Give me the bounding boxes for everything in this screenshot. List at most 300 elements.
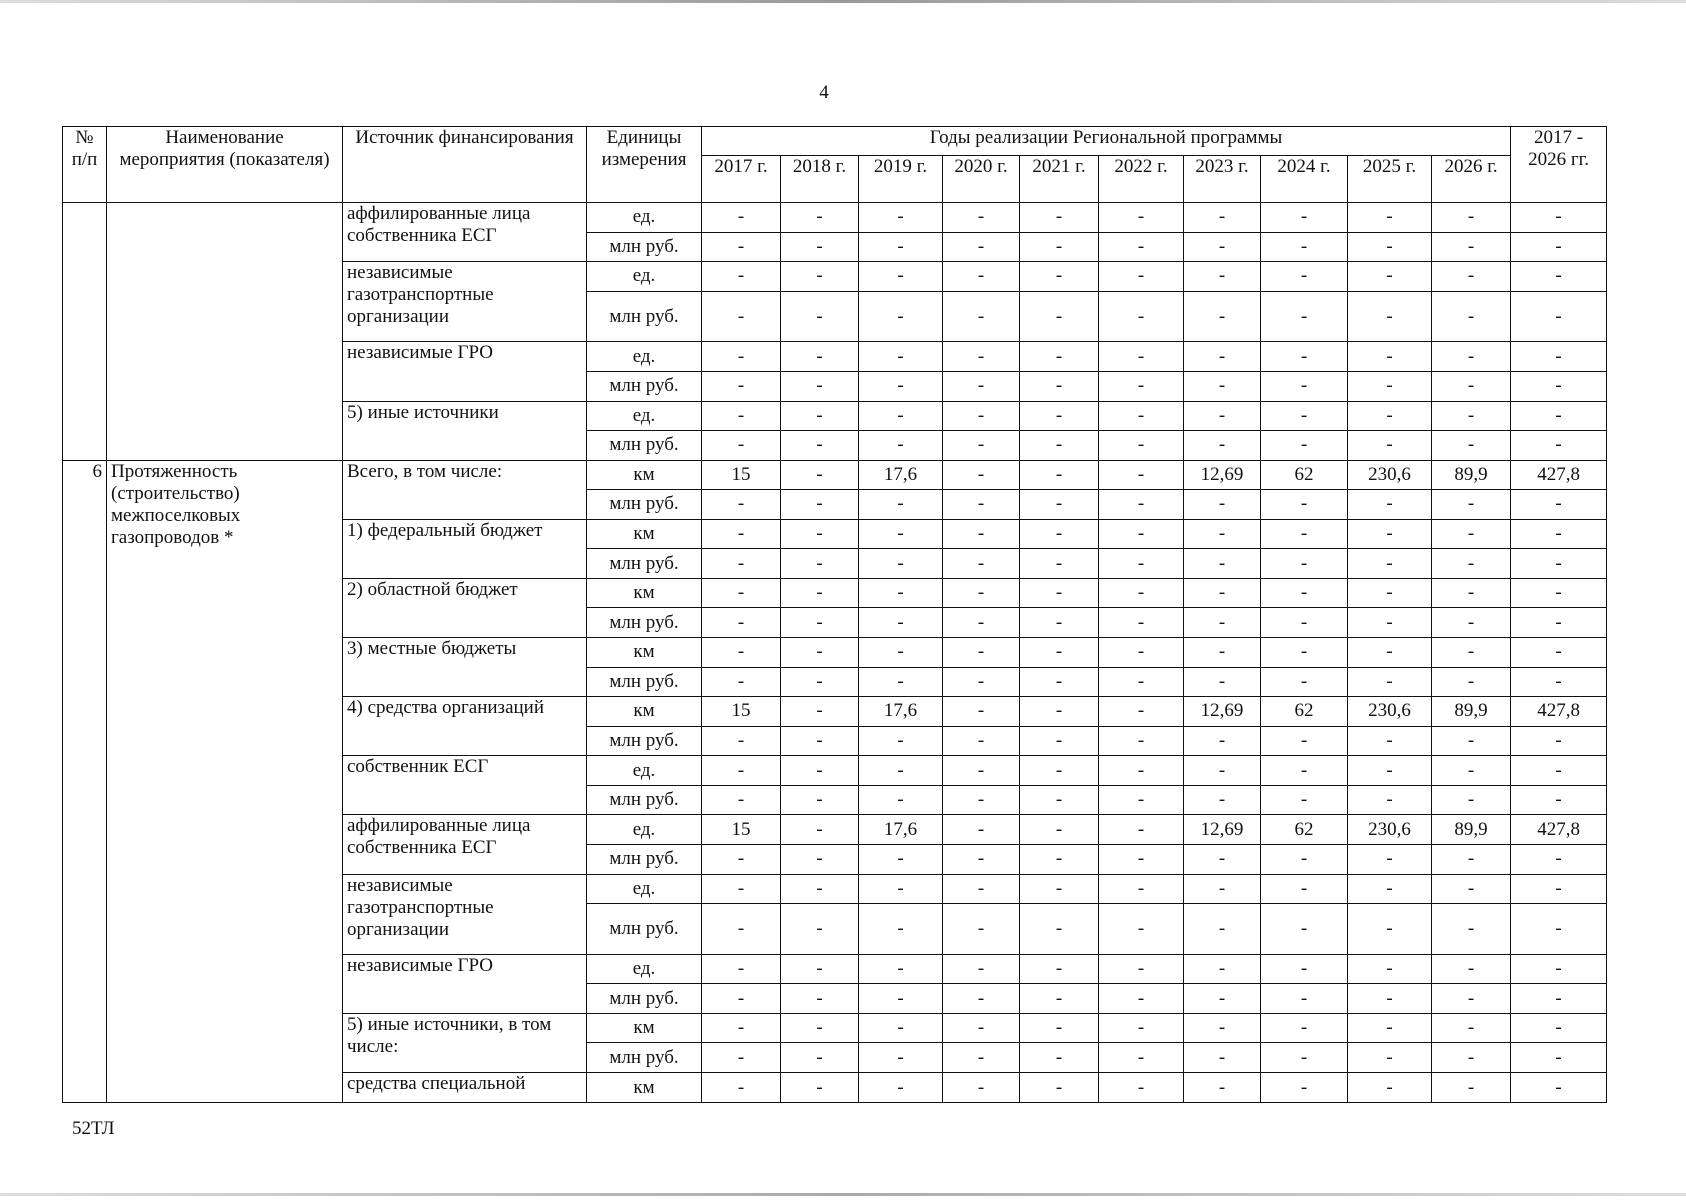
value-cell: - [943,844,1020,874]
value-cell: - [1184,1043,1261,1073]
value-cell: - [1348,756,1432,786]
measure-name [107,203,343,461]
scan-edge-top [0,0,1686,3]
value-cell: - [1348,342,1432,372]
value-cell: - [1099,904,1184,955]
value-cell: - [1099,756,1184,786]
value-cell: - [1261,549,1348,579]
value-cell: - [859,401,943,431]
value-cell: - [1099,726,1184,756]
total-cell: - [1511,262,1607,292]
value-cell: - [1261,726,1348,756]
value-cell: - [1261,667,1348,697]
value-cell: - [1261,1073,1348,1103]
value-cell: - [1184,490,1261,520]
value-cell: - [1432,1013,1511,1043]
value-cell: - [1348,984,1432,1014]
total-cell: - [1511,549,1607,579]
value-cell: - [702,954,781,984]
value-cell: 230,6 [1348,815,1432,845]
value-cell: - [859,726,943,756]
total-cell: - [1511,371,1607,401]
total-cell: 427,8 [1511,697,1607,727]
value-cell: 17,6 [859,815,943,845]
funding-source: аффилированные лица собственника ЕСГ [343,203,587,262]
value-cell: - [702,844,781,874]
value-cell: - [781,697,859,727]
value-cell: - [1020,697,1099,727]
total-cell: - [1511,401,1607,431]
unit-cell: млн руб. [587,232,702,262]
value-cell: - [1184,844,1261,874]
value-cell: - [943,401,1020,431]
value-cell: - [1020,844,1099,874]
value-cell: 15 [702,815,781,845]
measure-name: Протяженность (строительство) межпоселковых газопроводов * [107,460,343,1102]
value-cell: - [859,262,943,292]
value-cell: - [1099,697,1184,727]
header-unit: Единицы измерения [587,127,702,203]
total-cell: - [1511,638,1607,668]
value-cell: - [1348,232,1432,262]
value-cell: - [1184,874,1261,904]
value-cell: - [943,262,1020,292]
value-cell: - [1099,519,1184,549]
value-cell: - [1099,1073,1184,1103]
value-cell: 17,6 [859,460,943,490]
value-cell: - [943,667,1020,697]
header-year: 2025 г. [1348,156,1432,203]
value-cell: - [1348,954,1432,984]
unit-cell: км [587,1013,702,1043]
value-cell: - [1432,1043,1511,1073]
value-cell: - [702,342,781,372]
table-row [63,460,1607,490]
value-cell: - [702,519,781,549]
value-cell: - [1261,371,1348,401]
scan-edge-bottom [0,1193,1686,1196]
value-cell: - [943,785,1020,815]
total-cell: - [1511,431,1607,461]
value-cell: - [1261,954,1348,984]
value-cell: - [1348,401,1432,431]
value-cell: - [1432,608,1511,638]
value-cell: - [1020,203,1099,233]
value-cell: - [1348,291,1432,342]
value-cell: - [1020,638,1099,668]
value-cell: - [1432,984,1511,1014]
value-cell: - [943,431,1020,461]
value-cell: - [781,984,859,1014]
value-cell: - [781,431,859,461]
unit-cell: ед. [587,342,702,372]
funding-source: 2) областной бюджет [343,578,587,637]
value-cell: - [1348,638,1432,668]
value-cell: - [1020,756,1099,786]
value-cell: - [943,756,1020,786]
value-cell: - [1020,401,1099,431]
value-cell: - [859,203,943,233]
unit-cell: ед. [587,954,702,984]
value-cell: - [781,1013,859,1043]
total-cell: - [1511,785,1607,815]
value-cell: - [859,1043,943,1073]
value-cell: - [1099,1013,1184,1043]
value-cell: - [1432,291,1511,342]
value-cell: - [859,490,943,520]
value-cell: 62 [1261,815,1348,845]
value-cell: - [702,638,781,668]
value-cell: - [1184,785,1261,815]
value-cell: - [943,697,1020,727]
value-cell: - [1099,203,1184,233]
value-cell: - [781,549,859,579]
funding-source: собственник ЕСГ [343,756,587,815]
value-cell: - [1348,519,1432,549]
value-cell: - [1432,874,1511,904]
value-cell: - [1184,232,1261,262]
value-cell: - [1432,844,1511,874]
value-cell: - [859,342,943,372]
value-cell: - [1261,519,1348,549]
funding-source: независимые ГРО [343,342,587,401]
value-cell: - [1184,756,1261,786]
value-cell: - [1184,431,1261,461]
value-cell: - [859,904,943,955]
value-cell: - [1099,815,1184,845]
value-cell: - [1432,203,1511,233]
value-cell: - [1020,460,1099,490]
header-years-group: Годы реализации Региональной программы [702,127,1511,156]
value-cell: 15 [702,697,781,727]
value-cell: - [859,874,943,904]
value-cell: - [1184,608,1261,638]
value-cell: - [781,371,859,401]
header-total: 2017 - 2026 гг. [1511,127,1607,203]
value-cell: - [1261,984,1348,1014]
value-cell: 89,9 [1432,815,1511,845]
document-code: 52ТЛ [72,1118,115,1139]
unit-cell: млн руб. [587,844,702,874]
value-cell: - [943,638,1020,668]
value-cell: - [1020,1013,1099,1043]
value-cell: - [1261,1043,1348,1073]
total-cell: - [1511,726,1607,756]
value-cell: - [1261,401,1348,431]
total-cell: - [1511,203,1607,233]
value-cell: - [943,1043,1020,1073]
value-cell: - [781,904,859,955]
value-cell: - [702,578,781,608]
value-cell: - [1184,262,1261,292]
total-cell: - [1511,1043,1607,1073]
value-cell: - [1348,431,1432,461]
total-cell: - [1511,490,1607,520]
value-cell: - [859,608,943,638]
value-cell: - [781,726,859,756]
value-cell: - [1184,519,1261,549]
value-cell: - [859,578,943,608]
value-cell: - [1261,844,1348,874]
value-cell: - [1020,342,1099,372]
value-cell: - [943,578,1020,608]
value-cell: 230,6 [1348,697,1432,727]
unit-cell: км [587,519,702,549]
value-cell: - [1099,291,1184,342]
value-cell: - [1020,490,1099,520]
funding-source: независимые газотранспортные организации [343,874,587,954]
value-cell: - [781,342,859,372]
value-cell: - [781,291,859,342]
unit-cell: ед. [587,756,702,786]
value-cell: - [1348,904,1432,955]
value-cell: - [781,756,859,786]
value-cell: - [1099,342,1184,372]
total-cell: 427,8 [1511,460,1607,490]
value-cell: - [781,232,859,262]
total-cell: - [1511,1013,1607,1043]
funding-source: 4) средства организаций [343,697,587,756]
value-cell: - [702,490,781,520]
value-cell: - [702,874,781,904]
value-cell: - [943,490,1020,520]
value-cell: - [1020,667,1099,697]
header-year: 2024 г. [1261,156,1348,203]
value-cell: - [1184,638,1261,668]
value-cell: - [1099,638,1184,668]
value-cell: - [1184,371,1261,401]
value-cell: - [781,785,859,815]
value-cell: - [702,549,781,579]
unit-cell: ед. [587,874,702,904]
value-cell: - [1432,756,1511,786]
value-cell: - [1261,431,1348,461]
header-year: 2019 г. [859,156,943,203]
value-cell: - [1184,291,1261,342]
value-cell: - [1099,874,1184,904]
unit-cell: млн руб. [587,667,702,697]
value-cell: - [859,785,943,815]
header-name: Наименование мероприятия (показателя) [107,127,343,203]
total-cell: - [1511,667,1607,697]
value-cell: 15 [702,460,781,490]
value-cell: - [1184,401,1261,431]
value-cell: - [943,1013,1020,1043]
total-cell: - [1511,984,1607,1014]
value-cell: - [1020,608,1099,638]
value-cell: - [781,401,859,431]
funding-source: средства специальной [343,1073,587,1103]
value-cell: - [1348,667,1432,697]
value-cell: - [781,1073,859,1103]
value-cell: - [1432,519,1511,549]
value-cell: - [1432,954,1511,984]
value-cell: - [1184,342,1261,372]
unit-cell: км [587,460,702,490]
value-cell: - [1261,904,1348,955]
value-cell: - [1184,203,1261,233]
value-cell: - [781,460,859,490]
value-cell: - [1099,608,1184,638]
value-cell: - [859,371,943,401]
value-cell: - [1099,262,1184,292]
value-cell: - [1432,726,1511,756]
value-cell: - [1020,1043,1099,1073]
value-cell: - [1348,203,1432,233]
value-cell: - [859,549,943,579]
value-cell: - [702,431,781,461]
value-cell: - [859,1013,943,1043]
value-cell: - [859,954,943,984]
value-cell: - [781,815,859,845]
value-cell: - [1099,460,1184,490]
value-cell: - [1348,726,1432,756]
value-cell: - [1261,232,1348,262]
value-cell: - [702,1073,781,1103]
value-cell: - [1184,984,1261,1014]
header-year: 2023 г. [1184,156,1261,203]
value-cell: - [943,815,1020,845]
value-cell: - [859,844,943,874]
total-cell: - [1511,756,1607,786]
value-cell: - [1099,844,1184,874]
value-cell: - [1261,262,1348,292]
value-cell: - [1348,874,1432,904]
header-year: 2018 г. [781,156,859,203]
total-cell: - [1511,578,1607,608]
header-year: 2022 г. [1099,156,1184,203]
value-cell: - [702,232,781,262]
value-cell: - [1261,608,1348,638]
total-cell: - [1511,1073,1607,1103]
value-cell: - [1020,815,1099,845]
funding-source: Всего, в том числе: [343,460,587,519]
funding-source: независимые газотранспортные организации [343,262,587,342]
value-cell: - [1184,726,1261,756]
value-cell: - [781,608,859,638]
value-cell: - [1099,549,1184,579]
value-cell: - [781,519,859,549]
value-cell: - [1432,490,1511,520]
value-cell: - [859,232,943,262]
value-cell: - [859,291,943,342]
value-cell: - [943,954,1020,984]
value-cell: - [1432,342,1511,372]
value-cell: - [943,371,1020,401]
value-cell: - [1020,785,1099,815]
header-year: 2021 г. [1020,156,1099,203]
value-cell: 89,9 [1432,697,1511,727]
value-cell: - [781,844,859,874]
value-cell: - [1099,1043,1184,1073]
value-cell: - [943,291,1020,342]
unit-cell: ед. [587,203,702,233]
total-cell: - [1511,954,1607,984]
value-cell: - [702,756,781,786]
value-cell: - [1020,1073,1099,1103]
value-cell: - [1348,785,1432,815]
value-cell: - [943,460,1020,490]
value-cell: - [1348,844,1432,874]
value-cell: - [859,519,943,549]
value-cell: 230,6 [1348,460,1432,490]
value-cell: - [781,638,859,668]
funding-source: 3) местные бюджеты [343,638,587,697]
unit-cell: км [587,638,702,668]
value-cell: - [1099,785,1184,815]
value-cell: - [1020,262,1099,292]
value-cell: - [1184,549,1261,579]
unit-cell: ед. [587,401,702,431]
value-cell: - [1261,291,1348,342]
value-cell: - [1020,578,1099,608]
value-cell: - [1184,667,1261,697]
header-year: 2026 г. [1432,156,1511,203]
value-cell: - [781,667,859,697]
value-cell: - [1348,490,1432,520]
value-cell: - [1261,638,1348,668]
value-cell: - [1348,1013,1432,1043]
unit-cell: млн руб. [587,726,702,756]
value-cell: 12,69 [1184,815,1261,845]
value-cell: - [943,203,1020,233]
value-cell: - [702,371,781,401]
value-cell: - [943,904,1020,955]
value-cell: 62 [1261,460,1348,490]
value-cell: - [1348,1073,1432,1103]
value-cell: - [1432,904,1511,955]
value-cell: - [1432,401,1511,431]
value-cell: - [1261,342,1348,372]
funding-source: независимые ГРО [343,954,587,1013]
unit-cell: млн руб. [587,1043,702,1073]
value-cell: - [1261,578,1348,608]
value-cell: - [943,1073,1020,1103]
value-cell: - [1099,667,1184,697]
value-cell: - [943,549,1020,579]
value-cell: - [943,608,1020,638]
value-cell: - [1432,371,1511,401]
value-cell: - [781,578,859,608]
value-cell: - [1432,431,1511,461]
value-cell: - [1348,1043,1432,1073]
value-cell: - [1432,638,1511,668]
funding-source: 5) иные источники [343,401,587,460]
unit-cell: млн руб. [587,984,702,1014]
value-cell: - [1261,785,1348,815]
value-cell: - [702,1013,781,1043]
value-cell: - [1184,578,1261,608]
value-cell: - [781,203,859,233]
total-cell: - [1511,232,1607,262]
value-cell: - [1099,371,1184,401]
unit-cell: км [587,578,702,608]
total-cell: - [1511,874,1607,904]
value-cell: - [1099,984,1184,1014]
value-cell: 12,69 [1184,460,1261,490]
total-cell: - [1511,904,1607,955]
total-cell: - [1511,519,1607,549]
value-cell: - [702,608,781,638]
value-cell: - [781,262,859,292]
row-number [63,203,107,461]
value-cell: - [781,490,859,520]
unit-cell: млн руб. [587,608,702,638]
unit-cell: млн руб. [587,490,702,520]
header-no: № п/п [63,127,107,203]
value-cell: 17,6 [859,697,943,727]
unit-cell: ед. [587,262,702,292]
